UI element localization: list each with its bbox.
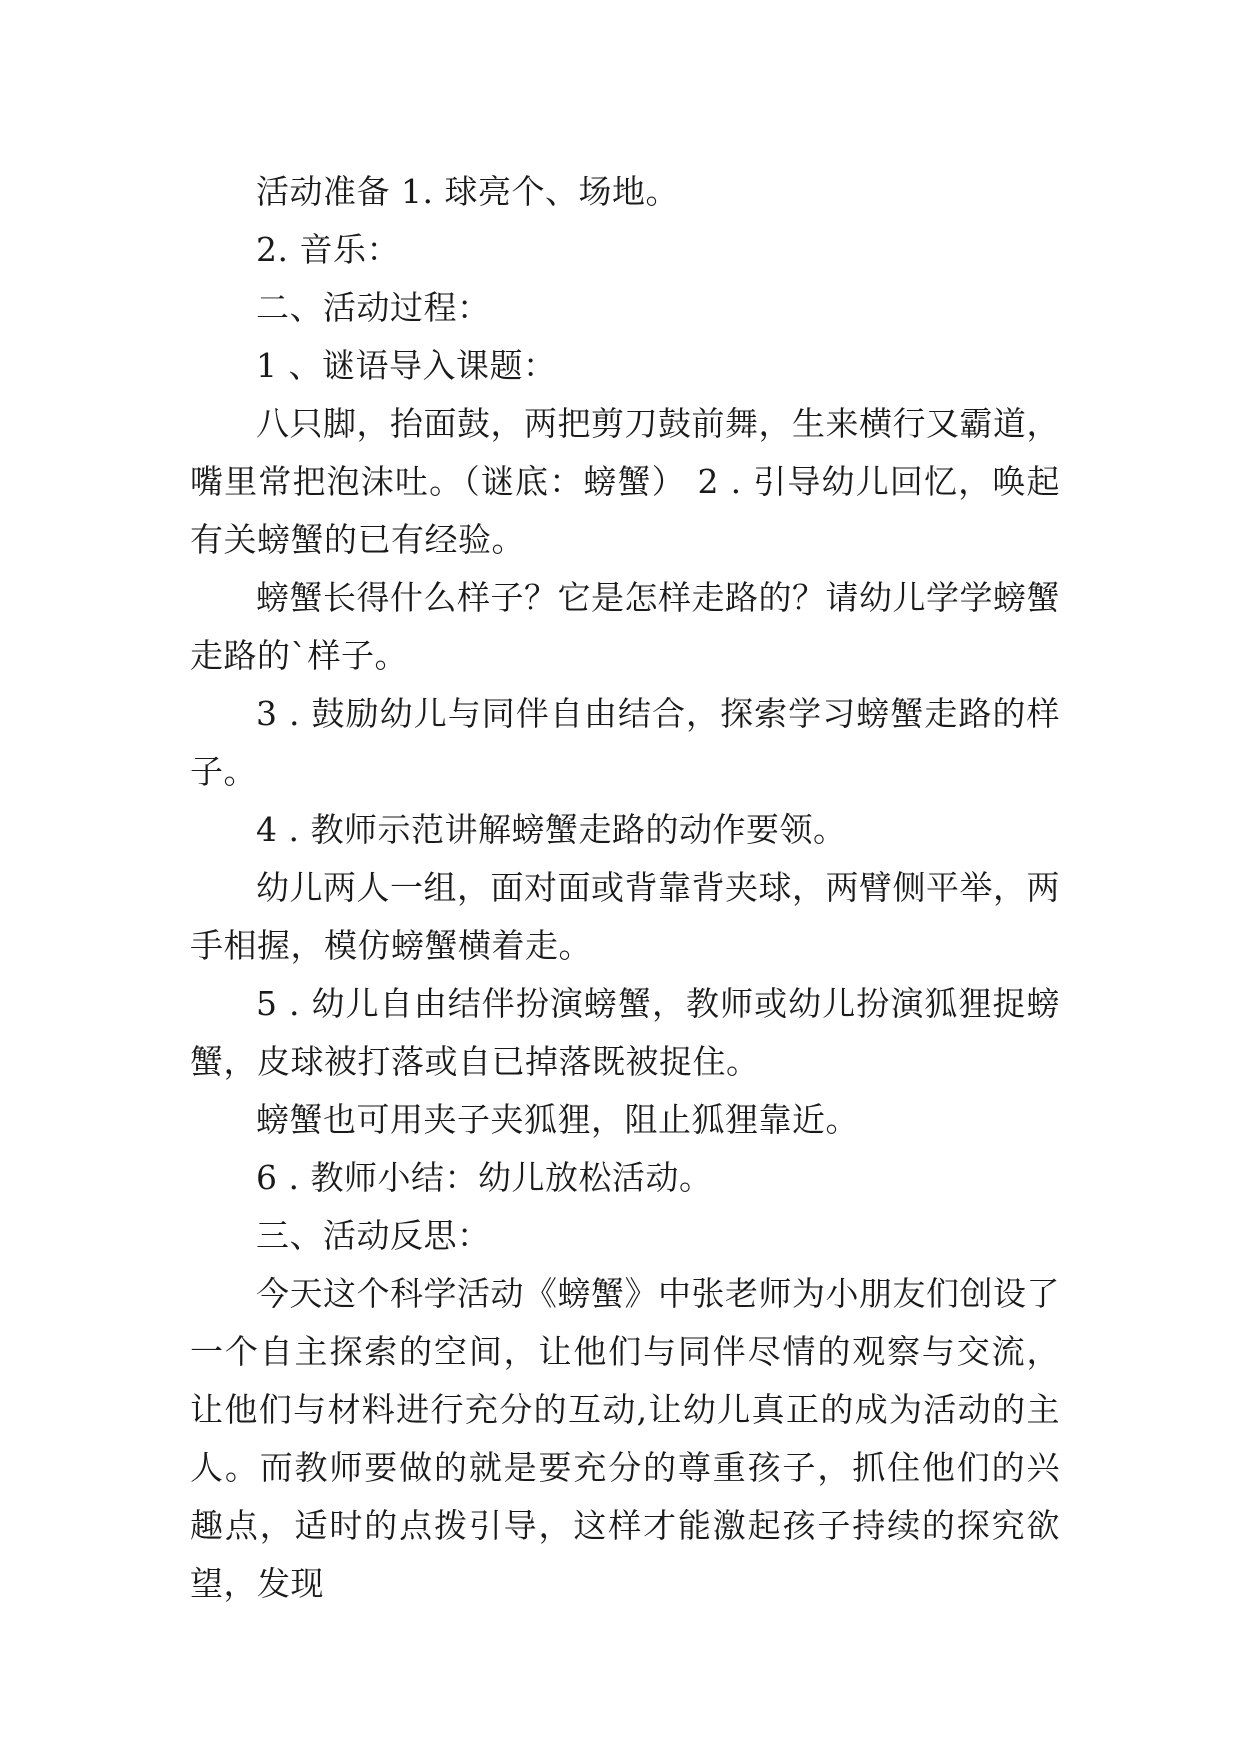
paragraph-riddle: 八只脚，抬面鼓，两把剪刀鼓前舞，生来横行又霸道，嘴里常把泡沫吐。（谜底：螃蟹） 2 . 引导幼儿回忆，唤起有关螃蟹的已有经验。: [190, 404, 1060, 559]
paragraph-activity-preparation: 活动准备 1. 球亮个、场地。: [256, 172, 679, 211]
paragraph-pairs: 幼儿两人一组，面对面或背靠背夹球，两臂侧平举，两手相握，模仿螃蟹横着走。: [190, 868, 1060, 965]
document-body: [190, 163, 1060, 1613]
paragraph-step-4: 4 . 教师示范讲解螃蟹走路的动作要领。: [256, 810, 847, 849]
section-heading-reflection: 三、活动反思：: [256, 1216, 491, 1255]
paragraph-riddle-intro: 1 、谜语导入课题：: [256, 346, 557, 385]
paragraph-clamp-fox: 螃蟹也可用夹子夹狐狸，阻止狐狸靠近。: [256, 1100, 859, 1139]
paragraph-crab-appearance: 螃蟹长得什么样子？它是怎样走路的？请幼儿学学螃蟹走路的`样子。: [190, 578, 1060, 675]
paragraph-music: 2. 音乐：: [256, 230, 400, 269]
section-heading-activity-process: 二、活动过程：: [256, 288, 491, 327]
paragraph-reflection: 今天这个科学活动《螃蟹》中张老师为小朋友们创设了一个自主探索的空间，让他们与同伴尽情的观察与交流，让他们与材料进行充分的互动,让幼儿真正的成为活动的主人。而教师要做的就是要充分的尊重孩子，抓住他们的兴趣点，适时的点拨引导，这样才能激起孩子持续的探究欲望，发现: [190, 1274, 1060, 1603]
paragraph-step-6: 6 . 教师小结：幼儿放松活动。: [256, 1158, 713, 1197]
paragraph-step-3: 3 . 鼓励幼儿与同伴自由结合，探索学习螃蟹走路的样子。: [190, 694, 1060, 791]
paragraph-step-5: 5 . 幼儿自由结伴扮演螃蟹，教师或幼儿扮演狐狸捉螃蟹，皮球被打落或自已掉落既被捉住。: [190, 984, 1060, 1081]
